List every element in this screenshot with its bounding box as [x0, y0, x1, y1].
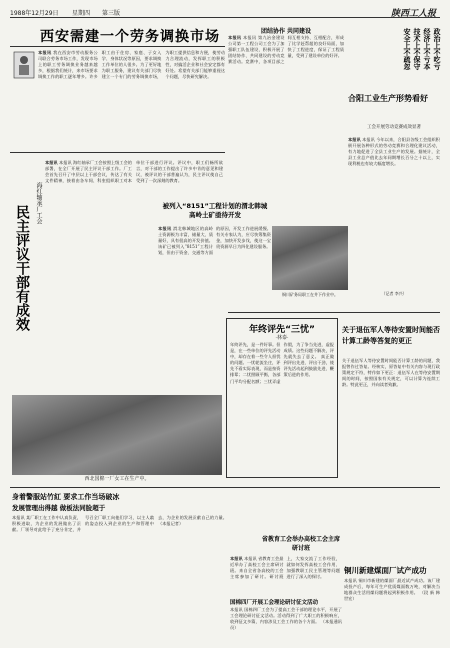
- photo-minzhu: [12, 395, 222, 475]
- headline-minzhu: 民主评议干部有成效: [14, 205, 30, 331]
- subhead-hejin: 工会开展劳动竞赛成效显著: [367, 125, 421, 130]
- byline-sanjiao: 本报讯: [158, 226, 172, 231]
- story-sanjiao-text: 渭北韩城地区的高岭土资源极为丰富，储量大、质量好，具有很高的开发价值。该矿已被列入“8151”工程计划，但由于资金、交通等方面的原因，开发工作进展缓慢。有关专家认为，应尽快筹集资金，加快开发步伐，使这一宝贵资源早日为四化建设服务。: [158, 226, 271, 256]
- headline-qie: 省教育工会举办高校工会主席研讨班: [262, 536, 341, 552]
- photo-caption-1: 西北国棉一厂女工在生产中。: [84, 476, 150, 482]
- masthead-weekday: 星期四: [72, 10, 91, 17]
- credit-a: （本报记者）: [158, 521, 184, 527]
- photo-center: [272, 226, 348, 290]
- editorial-box-body: 年终评先，是一件好事。但是，在一些单位的评先活动中，却存在着一些令人担忧的问题。一忧轮流坐庄，评先不看实际表现，而是按资排辈；二忧照顾平衡，各部门平均分配名额；三忧弄虚作假，为了争当先进，虚报成绩。这些问题不解决，评先就失去了意义。: [230, 342, 334, 384]
- rule: [10, 46, 225, 47]
- story-minzhu-text: 本报讯 海红轴承厂工会按照上级工会的部署，在全厂开展了民主评议干部工作。厂工会首先召开了中层以上干部会议，传达了有关文件精神，接着由各车间、科室组织职工对本单位干部进行评议。评议中，职工们畅所欲言，对干部的工作提出了许多中肯的意见和建议，被评议的干部普遍认为，民主评议使自己受到了一次深刻的教育。: [45, 160, 223, 184]
- story-qie: [230, 556, 340, 596]
- story-gongzuo: [230, 607, 342, 643]
- byline-hejin: 本报讯: [348, 137, 361, 142]
- vertical-heads: [350, 28, 442, 88]
- main-illustration: [12, 50, 36, 82]
- paper-name: 陕西工人报: [390, 9, 436, 19]
- story-shenguo: [12, 515, 227, 643]
- story-tuixiu: [342, 358, 440, 523]
- story-center-top: [228, 35, 344, 195]
- subhead-minzhu: 海红轴承厂工会: [35, 182, 42, 224]
- headline-gongzuo: 国棉四厂开展工会理论研讨征文活动: [230, 600, 319, 606]
- editorial-box-byline: ·林泰·: [275, 335, 289, 341]
- headline-shenguo: 身着警服站竹紅 要求工作当场破冰: [12, 493, 120, 501]
- story-tuanjie-text: 本报讯 第九冶金建设公司第一工程公司工会为了加强职工队伍建设，积极开展了团结协作、共同建设的劳动竞赛活动。竞赛中，各项目部之间互相支持、互相配合，形成了比学赶帮超的良好局面，加快了工程进度，保证了工程质量，受到了建设单位的好评。: [228, 35, 344, 65]
- byline-qie: 本报讯: [230, 556, 243, 561]
- editorial-box: [226, 318, 338, 478]
- story-main-text: 我在西安市劳动服务公司联合劳务市场工作，发现市场上的职工劳务调换业务越来越多，根据我们统计，来市场要求调换工作的职工逐年增多。许多职工由于住房、家庭、子女入学、身体状况等原因，要求调换工作单位的人很多。为了更好地为职工服务，建议有关部门尽快建立一个专门的劳务调换市场，为职工提供信息和方便，使劳动力合理流动，发挥职工的积极性，对搞活企业和社会安定都有好处。希望有关部门能够重视这个问题，尽快研究解决。: [38, 50, 225, 80]
- byline-minzhu: 本报讯: [45, 160, 58, 165]
- story-tuixiu-text: 关于退伍军人等待安置时间能否计算工龄的问题，我报曾作过答复。经核实，原答复中有关内容与现行政策规定不符，特作如下更正：退伍军人在等待安置期间的时间，按照国家有关规定，可以计算为连续工龄。特此更正，并向读者致歉。: [342, 358, 440, 388]
- story-gongzuo-text: 本报讯 国棉四厂工会为了提高工会干部的理论水平，开展了工会理论研讨征文活动。活动得到了广大职工的积极响应，收到征文多篇，内容涉及工会工作的各个方面。: [230, 607, 342, 625]
- story-qie-text: 本报讯 省教育工会最近举办了高校工会主席研讨班。来自全省各高校的工会主席参加了研讨。研讨班上，大家交流了工作经验，就如何发挥高校工会作用、加强教职工民主管理等问题进行了深入的探讨。: [230, 556, 340, 580]
- byline-tuanjie: 本报讯: [228, 35, 242, 40]
- subhead-shenguo: 发展管理出得越 做板法同脸超于: [12, 504, 106, 512]
- headline-tuanjie: 团结协作 共同建设: [260, 28, 312, 35]
- small-box-credit: （记者 李兴）: [381, 291, 407, 296]
- masthead-page: 第三版: [102, 10, 121, 17]
- headline-guanyu: 铜川新建煤面厂试产成功: [344, 566, 427, 575]
- editorial-box-head: 年终评先“三忧”: [249, 325, 315, 335]
- person-icon: [12, 50, 36, 82]
- rule: [228, 312, 440, 313]
- rule: [10, 487, 440, 488]
- headline-main: 西安需建一个劳务调换市场: [40, 29, 220, 45]
- headline-sanjiao: 被列入“8151”工程计划的渭北韩城高岭土矿亟待开发: [162, 202, 268, 219]
- masthead-date: 1988年12月29日: [10, 10, 59, 17]
- credit-b: （本报通讯员）: [230, 619, 342, 631]
- byline-main: 本报讯: [38, 50, 52, 55]
- story-sanjiao: [158, 226, 271, 304]
- story-main: [38, 50, 225, 150]
- rule: [10, 152, 225, 153]
- editorial-box-text: [230, 342, 334, 470]
- story-guanyu: [344, 578, 440, 642]
- photo-caption-2: 铜川矿务局职工在井下作业中。: [282, 292, 338, 297]
- story-shenguo-text: 本报讯 某厂职工在工作中认真负责，积极进取，为企业的发展做出了贡献。厂领导对此给予了充分肯定，并号召全厂职工向他们学习，以主人翁的姿态投入到企业的生产和管理中去，为企业的发展贡献自己的力量。: [12, 515, 227, 533]
- vertical-head-2: 经济上不亏本: [423, 28, 431, 70]
- editorial-box-body-b: 真正做到评出先进、评出干劲，使评先活动起到鼓励先进、鞭策后进的作用。: [283, 354, 334, 378]
- masthead: [10, 6, 440, 18]
- vertical-head-3: 技术上不保守: [413, 28, 421, 70]
- headline-tuixiu: 关于退伍军人等待安置时间能否计算工龄等答复的更正: [342, 326, 440, 345]
- vertical-head-4: 安全上不疏忽: [403, 28, 411, 70]
- story-guanyu-text: 本报讯 铜川市新建的煤面厂最近试产成功。该厂建成投产后，每年可生产优质煤面数万吨，对解决当地群众生活用煤问题将起到积极作用。: [344, 578, 440, 596]
- headline-hejin: 合阳工业生产形势看好: [348, 94, 428, 103]
- story-hejin-text: 本报讯 今年以来，合阳县各级工会组织积极开展各种形式的劳动竞赛和合理化建议活动，有力地促进了全县工业生产的发展。据统计，全县工业总产值比去年同期增长百分之十以上，实现利税也有较大幅度增长。: [348, 137, 440, 167]
- vertical-head-1: 政治上不吃亏: [433, 28, 441, 70]
- credit-c: （段 新 韩世宏）: [344, 590, 440, 602]
- story-hejin: [348, 137, 440, 287]
